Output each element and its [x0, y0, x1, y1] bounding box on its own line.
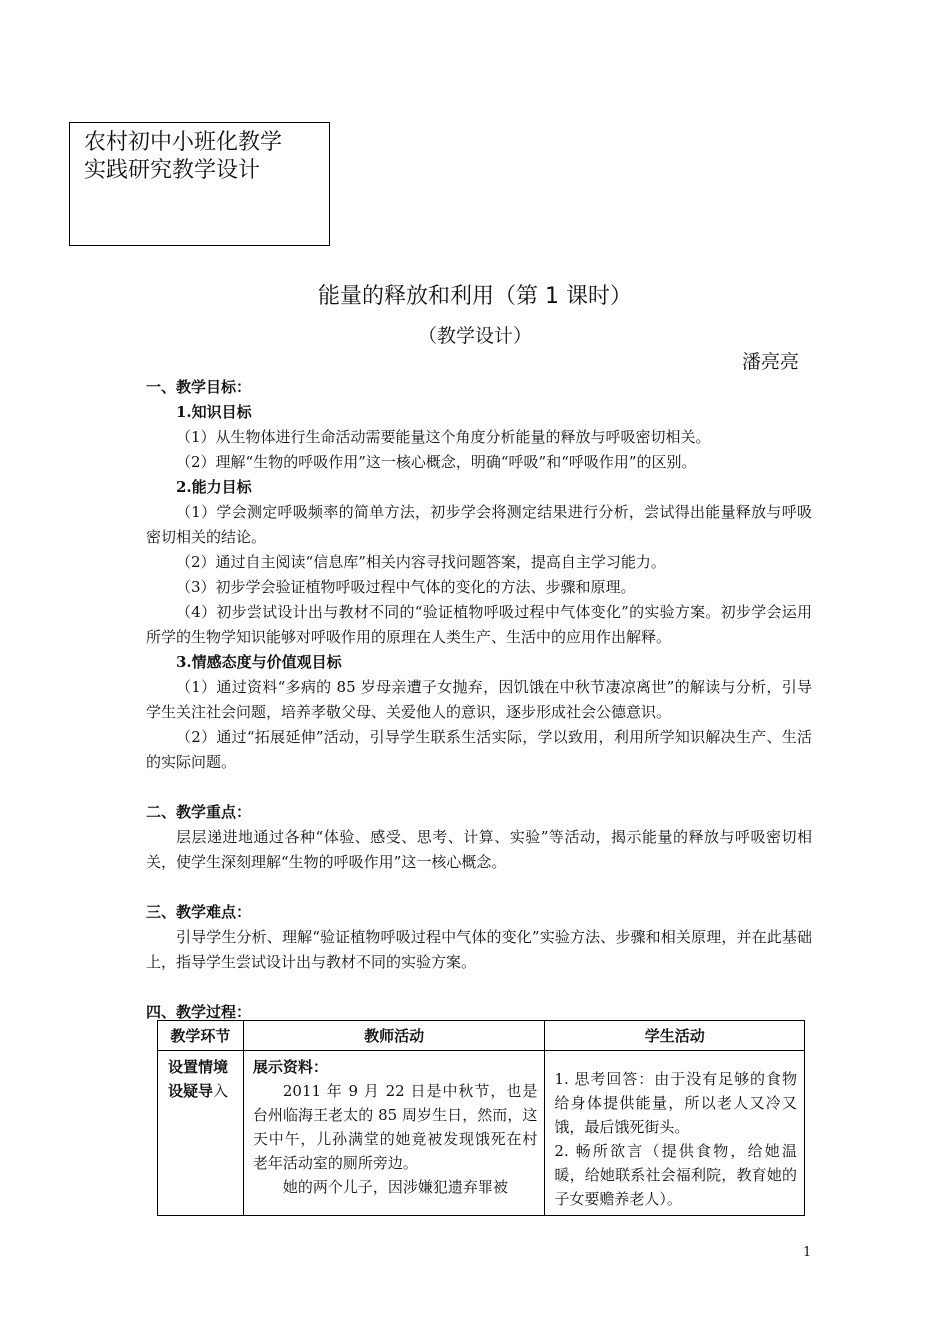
- paragraph: （2）通过自主阅读“信息库”相关内容寻找问题答案，提高自主学习能力。: [176, 553, 666, 571]
- project-title-line-2: 实践研究教学设计: [84, 158, 261, 183]
- page-number: 1: [803, 1245, 812, 1260]
- teacher-activity-text: 她的两个儿子，因涉嫌犯遗弃罪被: [282, 1178, 508, 1196]
- lesson-title: 能量的释放和利用（第 1 课时）: [318, 284, 632, 309]
- section-heading-objectives: 一、教学目标：: [146, 378, 252, 396]
- table-row: [158, 1051, 805, 1216]
- paragraph: （2）通过“拓展延伸”活动，引导学生联系生活实际，学以致用，利用所学知识解决生产、生活的实际问题。: [146, 728, 812, 771]
- teaching-process-table: [157, 1020, 805, 1216]
- subheading-emotion: 3.情感态度与价值观目标: [176, 653, 342, 671]
- student-activity-item: 1. 思考回答：由于没有足够的食物给身体提供能量，所以老人又冷又饿，最后饿死街头。: [554, 1070, 797, 1136]
- paragraph: （1）通过资料“多病的 85 岁母亲遭子女抛弃，因饥饿在中秋节凄凉离世”的解读与分析，引导学生关注社会问题，培养孝敬父母、关爱他人的意识，逐步形成社会公德意识。: [146, 678, 812, 721]
- table-header-row: [158, 1021, 805, 1051]
- student-activity-cell: [545, 1051, 805, 1216]
- paragraph: （4）初步尝试设计出与教材不同的“验证植物呼吸过程中气体变化”的实验方案。初步学会运用所学的生物学知识能够对呼吸作用的原理在人类生产、生活中的应用作出解释。: [146, 603, 812, 646]
- lesson-subtitle: （教学设计）: [417, 325, 532, 347]
- project-title-line-1: 农村初中小班化教学: [84, 130, 283, 155]
- teacher-activity-label: 展示资料：: [252, 1058, 328, 1076]
- paragraph: 引导学生分析、理解“验证植物呼吸过程中气体的变化”实验方法、步骤和相关原理，并在此基础上，指导学生尝试设计出与教材不同的实验方案。: [146, 928, 812, 971]
- subheading-ability: 2.能力目标: [176, 478, 252, 496]
- section-heading-key-points: 二、教学重点：: [146, 803, 252, 821]
- teacher-activity-text: 2011 年 9 月 22 日是中秋节，也是台州临海王老太的 85 周岁生日，然而，这天中午，儿孙满堂的她竟被发现饿死在村老年活动室的厕所旁边。: [252, 1082, 538, 1172]
- column-header-teacher: 教师活动: [243, 1021, 545, 1051]
- section-heading-difficulties: 三、教学难点：: [146, 903, 252, 921]
- student-activity-item: 2. 畅所欲言（提供食物，给她温暖，给她联系社会福利院，教育她的子女要赡养老人）。: [554, 1142, 797, 1208]
- paragraph: （3）初步学会验证植物呼吸过程中气体的变化的方法、步骤和原理。: [176, 578, 636, 596]
- project-title-box: [69, 122, 330, 246]
- column-header-student: 学生活动: [545, 1021, 805, 1051]
- subheading-knowledge: 1.知识目标: [176, 403, 252, 421]
- author-name: 潘亮亮: [742, 351, 800, 373]
- paragraph: （1）从生物体进行生命活动需要能量这个角度分析能量的释放与呼吸密切相关。: [176, 428, 711, 446]
- section-heading-process: 四、教学过程：: [146, 1003, 252, 1021]
- column-header-stage: 教学环节: [158, 1021, 244, 1051]
- stage-label: 设置情境设疑导: [168, 1058, 229, 1100]
- paragraph: （1）学会测定呼吸频率的简单方法，初步学会将测定结果进行分析，尝试得出能量释放与呼吸密切相关的结论。: [146, 503, 812, 546]
- teacher-activity-cell: [243, 1051, 545, 1216]
- paragraph: 层层递进地通过各种“体验、感受、思考、计算、实验”等活动，揭示能量的释放与呼吸密切相关，使学生深刻理解“生物的呼吸作用”这一核心概念。: [146, 828, 812, 871]
- stage-cell: [158, 1051, 244, 1216]
- document-body: [146, 375, 812, 1025]
- paragraph: （2）理解“生物的呼吸作用”这一核心概念，明确“呼吸”和“呼吸作用”的区别。: [176, 453, 697, 471]
- stage-label-tail: 入: [213, 1082, 229, 1100]
